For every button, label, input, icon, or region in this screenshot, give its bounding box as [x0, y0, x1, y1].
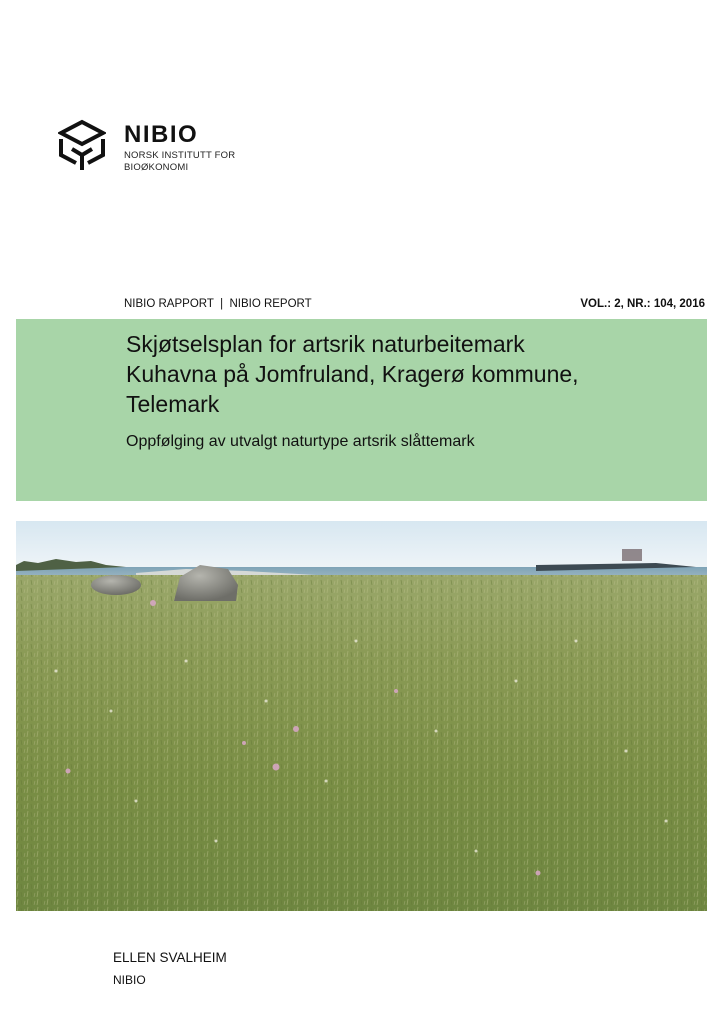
logo-name: NIBIO [124, 121, 199, 148]
report-subtitle: Oppfølging av utvalgt naturtype artsrik slåttemark [126, 433, 475, 450]
nibio-logo-icon [58, 119, 106, 173]
report-title [126, 329, 686, 419]
logo-subtitle-line1: NORSK INSTITUTT FOR [124, 150, 236, 161]
cover-photo [16, 521, 707, 911]
title-band [16, 319, 707, 501]
report-title-line2: Kuhavna på Jomfruland, Kragerø kommune, [126, 361, 579, 387]
logo-subtitle [124, 150, 235, 174]
report-title-line3: Telemark [126, 391, 220, 417]
logo-subtitle-line2: BIOØKONOMI [124, 162, 189, 173]
author-organization: NIBIO [113, 973, 146, 987]
meadow-photo-icon [16, 521, 707, 911]
nibio-logo [58, 119, 258, 179]
report-series-row [124, 298, 705, 314]
author-name: ELLEN SVALHEIM [113, 950, 227, 965]
report-title-line1: Skjøtselsplan for artsrik naturbeitemark [126, 331, 525, 357]
report-series-label: NIBIO RAPPORT | NIBIO REPORT [124, 298, 312, 310]
report-volume: VOL.: 2, NR.: 104, 2016 [580, 298, 705, 310]
